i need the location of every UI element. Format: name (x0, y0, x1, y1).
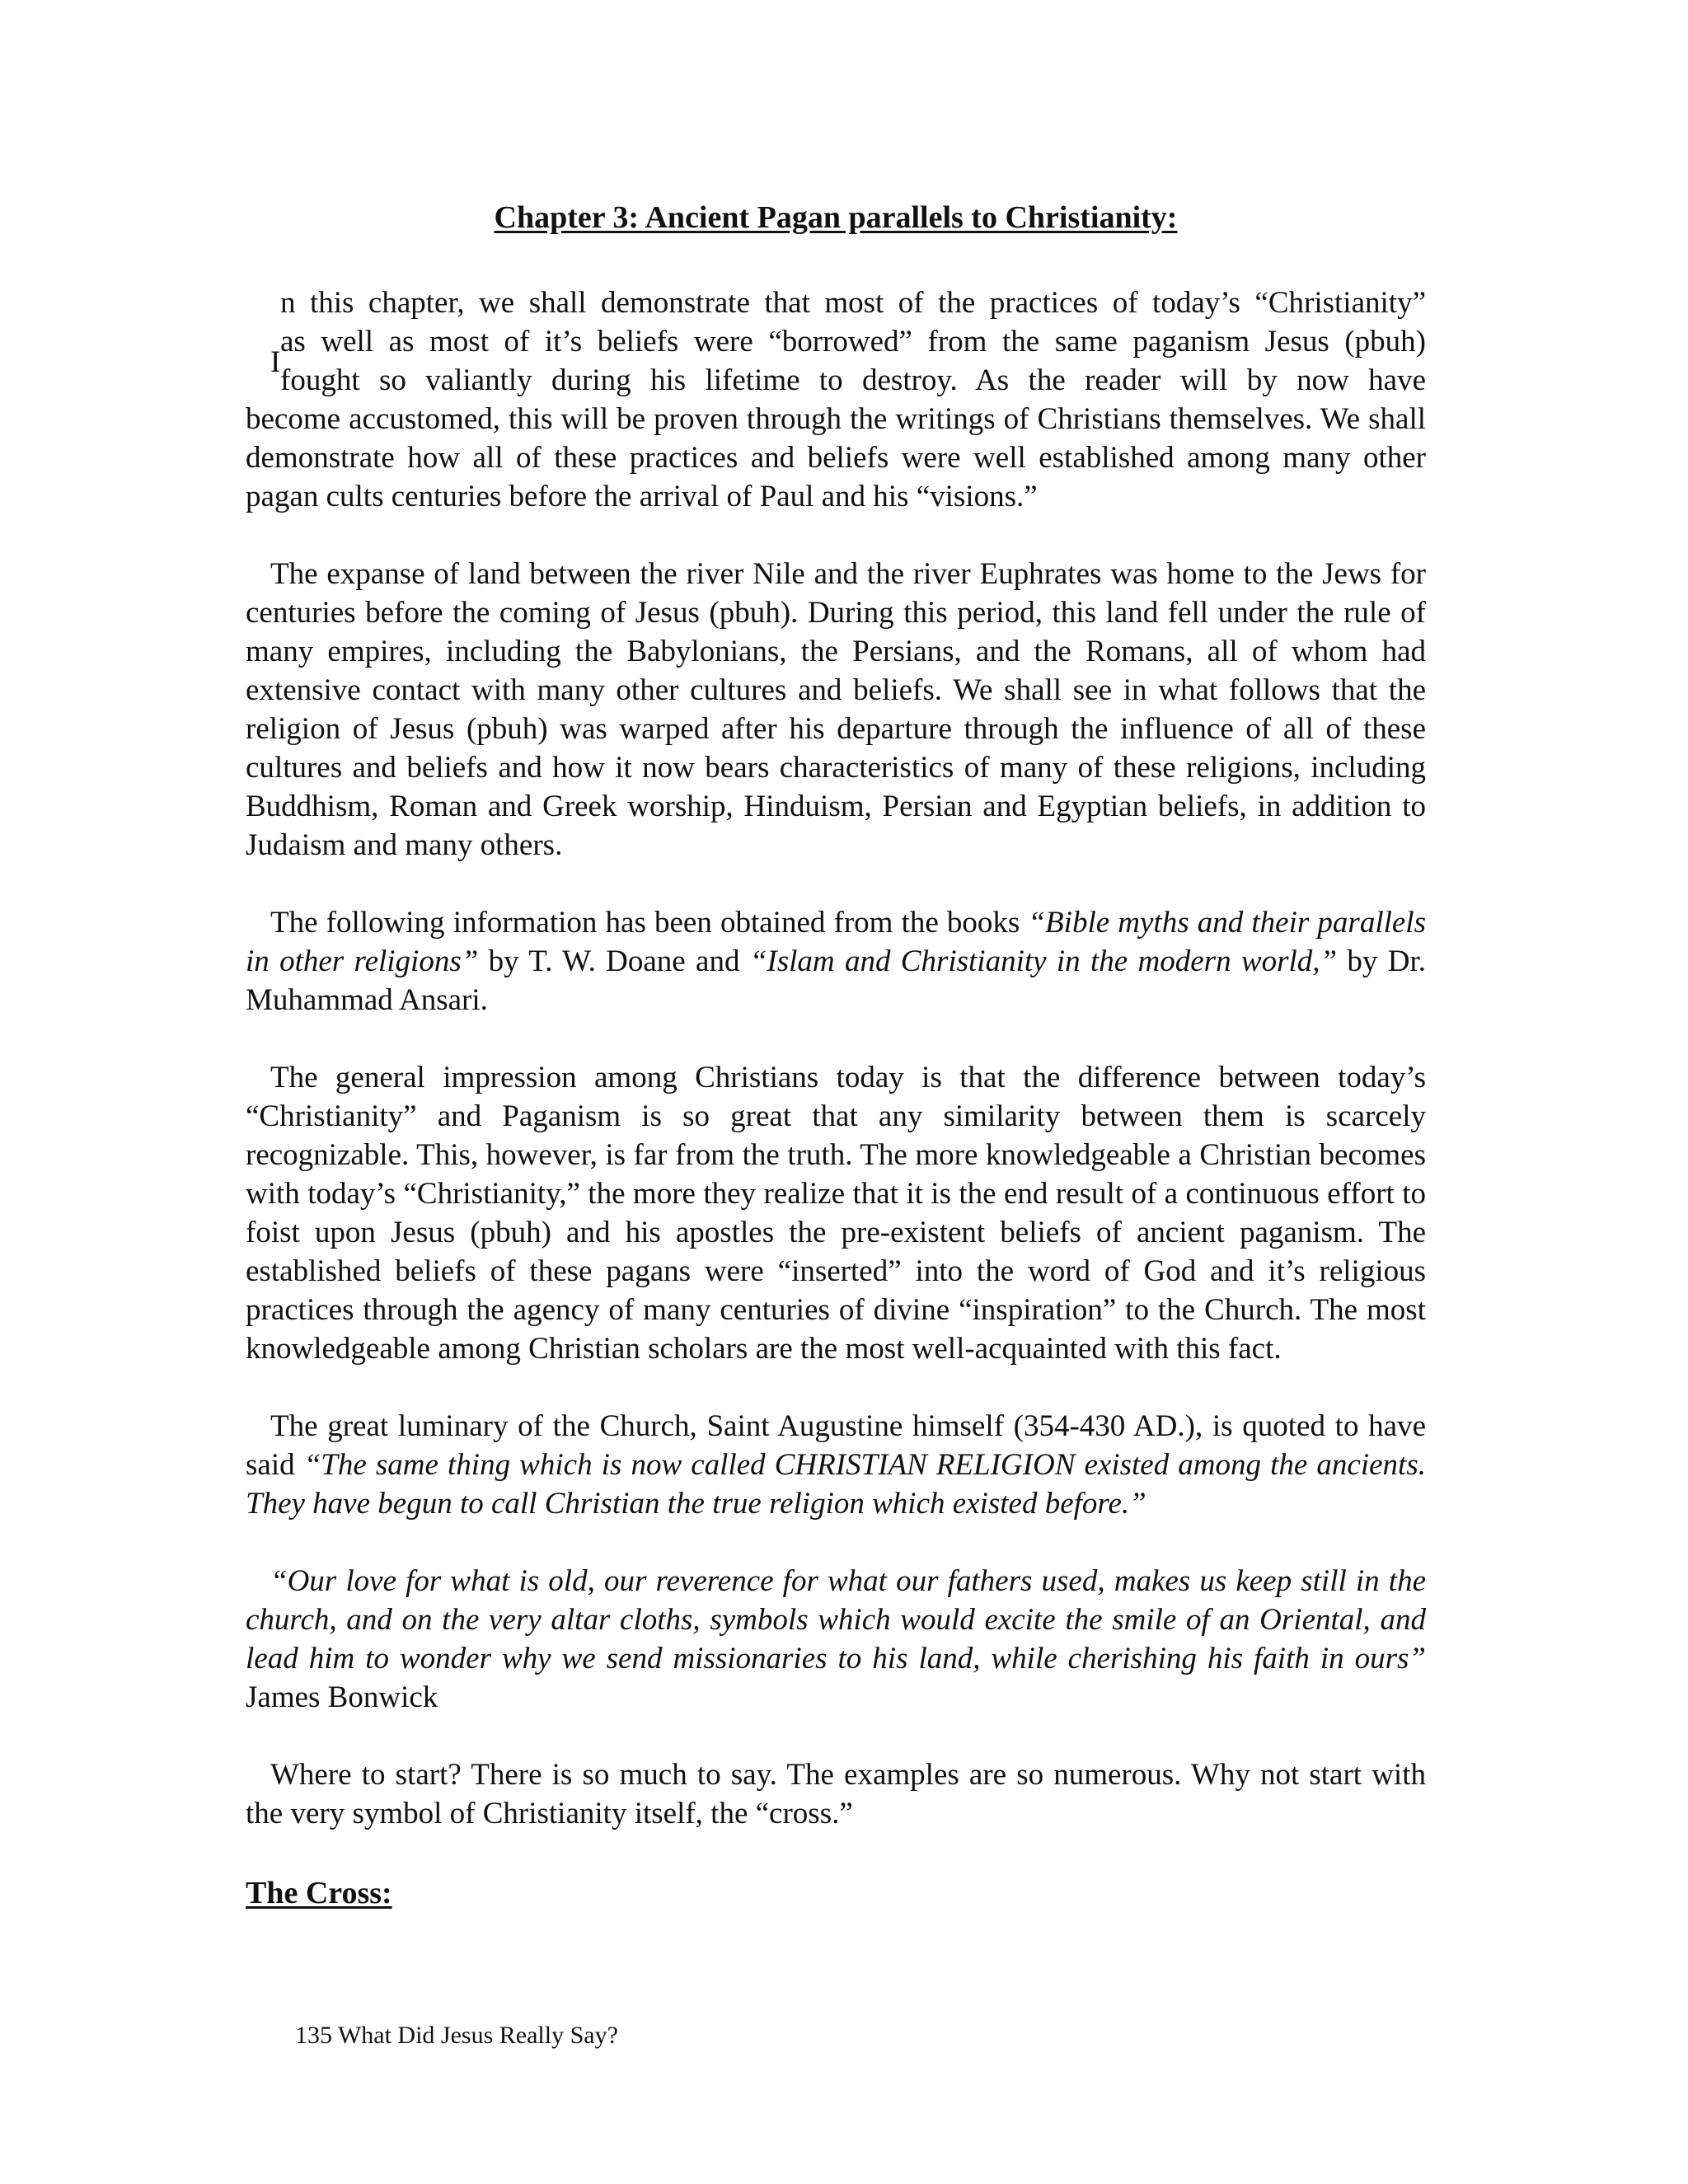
page-footer: 135 What Did Jesus Really Say? (295, 2022, 618, 2049)
bonwick-author: James Bonwick (246, 1680, 438, 1714)
augustine-quote: “The same thing which is now called CHRISTIAN RELIGION existed among the ancients. They have begun to call Christian the true religion which existed before.” (246, 1448, 1426, 1521)
paragraph-land: The expanse of land between the river Nile and the river Euphrates was home to the Jews for centuries before the coming of Jesus (pbuh). During this period, this land fell under the rule of many empires, including the Babylonians, the Persians, and the Romans, all of whom had extensive contact with many other cultures and beliefs. We shall see in what follows that the religion of Jesus (pbuh) was warped after his departure through the influence of all of these cultures and beliefs and how it now bears characteristics of many of these religions, including Buddhism, Roman and Greek worship, Hinduism, Persian and Egyptian beliefs, in addition to Judaism and many others. (246, 557, 1426, 862)
paragraph-bonwick (246, 1562, 1426, 1717)
intro-line: n this chapter, we shall demonstrate that most of the practices of today’s “Christianity” (280, 286, 1426, 320)
intro-line: fought so valiantly during his lifetime to destroy. As the reader will by now have (280, 363, 1426, 397)
page-content (246, 196, 1426, 1915)
intro-rest: become accustomed, this will be proven through the writings of Christians themselves. We shall demonstrate how all of these practices and beliefs were well established among many other pagan cults centuries before the arrival of Paul and his “visions.” (246, 402, 1426, 513)
sources-tail: by Dr. Muhammad Ansari. (246, 944, 1426, 1017)
paragraph-start: Where to start? There is so much to say. The examples are so numerous. Why not start with the very symbol of Christianity itself, the “cross.” (246, 1758, 1426, 1830)
chapter-title: Chapter 3: Ancient Pagan parallels to Christianity: (494, 200, 1178, 235)
intro-line: as well as most of it’s beliefs were “borrowed” from the same paganism Jesus (pbuh) (280, 325, 1426, 359)
paragraph-augustine (246, 1407, 1426, 1523)
book-title-ansari: “Islam and Christianity in the modern world,” (749, 944, 1338, 978)
bonwick-quote: “Our love for what is old, our reverence for what our fathers used, makes us keep still in the church, and on the very altar cloths, symbols which would excite the smile of an Oriental, and lead him to wonder why we send missionaries to his land, while cherishing his faith in ours” (246, 1564, 1426, 1675)
paragraph-impression: The general impression among Christians today is that the difference between today’s “Christianity” and Paganism is so great that any similarity between them is scarcely recognizable. This, however, is far from the truth. The more knowledgeable a Christian becomes with today’s “Christianity,” the more they realize that it is the end result of a continuous effort to foist upon Jesus (pbuh) and his apostles the pre-existent beliefs of ancient paganism. The established beliefs of these pagans were “inserted” into the word of God and it’s religious practices through the agency of many centuries of divine “inspiration” to the Church. The most knowledgeable among Christian scholars are the most well-acquainted with this fact. (246, 1061, 1426, 1366)
paragraph-sources (246, 903, 1426, 1019)
section-heading-cross: The Cross: (246, 1876, 392, 1910)
sources-mid: by T. W. Doane and (478, 944, 750, 978)
drop-cap: I (270, 345, 281, 379)
sources-lead: The following information has been obtained from the books (270, 906, 1029, 940)
book-title-doane: “Bible myths and their parallels in other religions” (246, 906, 1426, 978)
augustine-lead: The great luminary of the Church, Saint Augustine himself (354-430 AD.), is quoted to have said (246, 1409, 1426, 1482)
intro-paragraph (246, 284, 1426, 516)
intro-first-lines (246, 284, 1426, 400)
